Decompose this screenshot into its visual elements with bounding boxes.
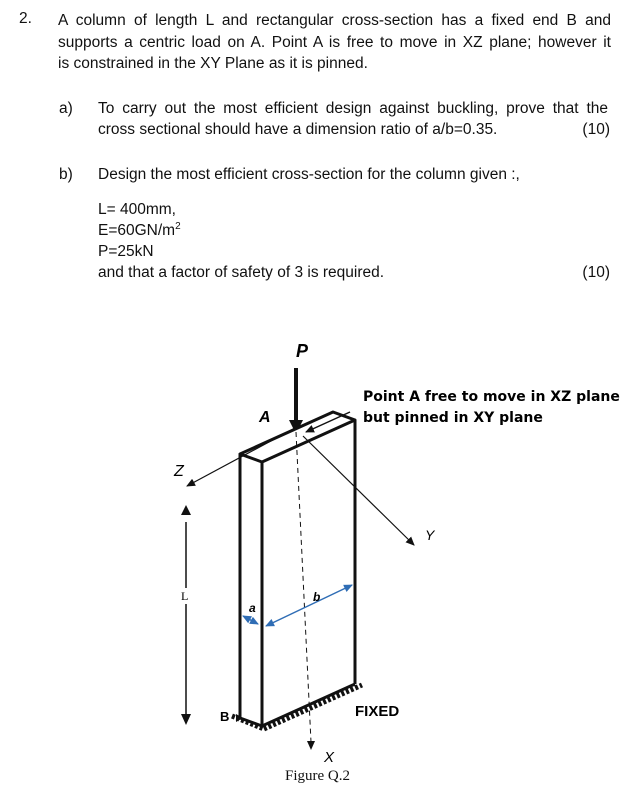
question-number: 2. xyxy=(19,10,32,27)
part-a-marks: (10) xyxy=(582,121,610,138)
length-dim-arrow-bottom xyxy=(181,714,191,725)
given-length: L= 400mm, xyxy=(98,201,176,218)
part-a-line-2: cross sectional should have a dimension ratio of a/b=0.35. xyxy=(98,121,498,138)
note-line-2: but pinned in XY plane xyxy=(363,410,543,426)
given-load: P=25kN xyxy=(98,243,154,260)
x-axis-arrow xyxy=(307,741,315,750)
figure-caption: Figure Q.2 xyxy=(285,768,350,784)
y-axis-label: Y xyxy=(425,527,435,543)
intro-line-1: A column of length L and rectangular cross-section has a fixed end B and xyxy=(58,12,611,29)
part-b-closing: and that a factor of safety of 3 is required. xyxy=(98,264,385,281)
length-label: L xyxy=(181,589,189,603)
part-b-label: b) xyxy=(59,166,73,183)
dim-a-arrow xyxy=(243,616,258,624)
dim-b-label: b xyxy=(313,590,321,604)
point-b-label: B xyxy=(220,709,230,724)
load-label: P xyxy=(296,341,309,361)
dim-b-arrow xyxy=(266,585,352,626)
column-bottom-edge-long xyxy=(262,684,355,726)
column-centroid-axis xyxy=(296,432,311,742)
note-line-1: Point A free to move in XZ plane xyxy=(363,389,620,405)
intro-line-2: supports a centric load on A. Point A is free to move in XZ plane; however it xyxy=(58,33,611,51)
given-modulus-text: E=60GN/m xyxy=(98,222,176,239)
y-axis-arrow xyxy=(303,436,414,545)
part-a-line-1-text: To carry out the most efficient design against buckling, prove that the xyxy=(98,100,608,117)
point-a-label: A xyxy=(259,409,271,426)
given-modulus-exponent: 2 xyxy=(175,220,181,232)
fixed-label: FIXED xyxy=(355,703,400,720)
fixed-hatch-long xyxy=(264,685,362,729)
x-axis-label: X xyxy=(324,749,335,766)
dim-a-label: a xyxy=(249,601,256,615)
part-a-label: a) xyxy=(59,100,73,117)
part-b-line-1: Design the most efficient cross-section for the column given :, xyxy=(98,166,520,183)
length-dim-arrow-top xyxy=(181,505,191,515)
part-b-marks: (10) xyxy=(582,264,610,281)
z-axis-label: Z xyxy=(174,463,184,480)
intro-line-3: is constrained in the XY Plane as it is pinned. xyxy=(58,55,368,72)
